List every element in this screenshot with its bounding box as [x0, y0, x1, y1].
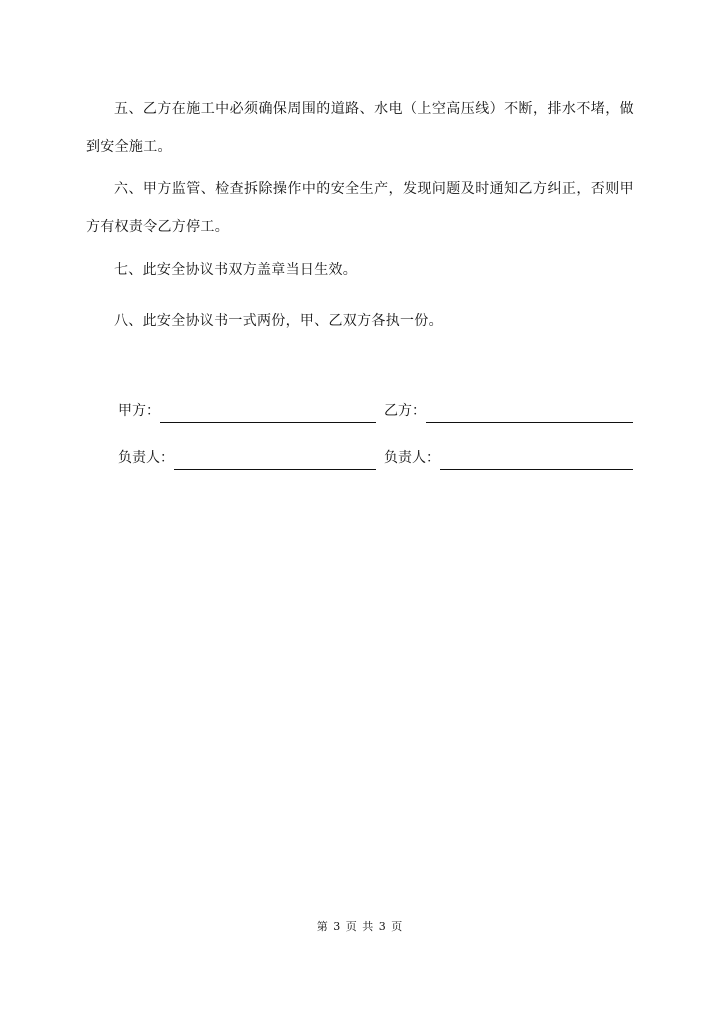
clause-5: 五、乙方在施工中必须确保周围的道路、水电（上空高压线）不断，排水不堵，做到安全施工。: [86, 101, 634, 155]
clause-8: 八、此安全协议书一式两份，甲、乙双方各执一份。: [114, 313, 443, 329]
party-b-signature-line: [426, 404, 633, 423]
responsible-b-signature-line: [440, 451, 633, 470]
responsible-a-label: 负责人：: [118, 450, 174, 466]
clause-6: 六、甲方监管、检查拆除操作中的安全生产，发现问题及时通知乙方纠正，否则甲方有权责令乙方停工。: [86, 181, 634, 235]
responsible-b-label: 负责人：: [384, 450, 440, 466]
clause-7: 七、此安全协议书双方盖章当日生效。: [114, 262, 358, 278]
party-b-label: 乙方：: [384, 403, 426, 419]
party-a-label: 甲方：: [118, 403, 160, 419]
party-a-signature-line: [160, 404, 376, 423]
page-number: 第 3 页 共 3 页: [316, 920, 404, 933]
responsible-signature-row: [118, 446, 634, 470]
party-signature-row: [118, 399, 634, 423]
responsible-a-signature-line: [174, 451, 376, 470]
